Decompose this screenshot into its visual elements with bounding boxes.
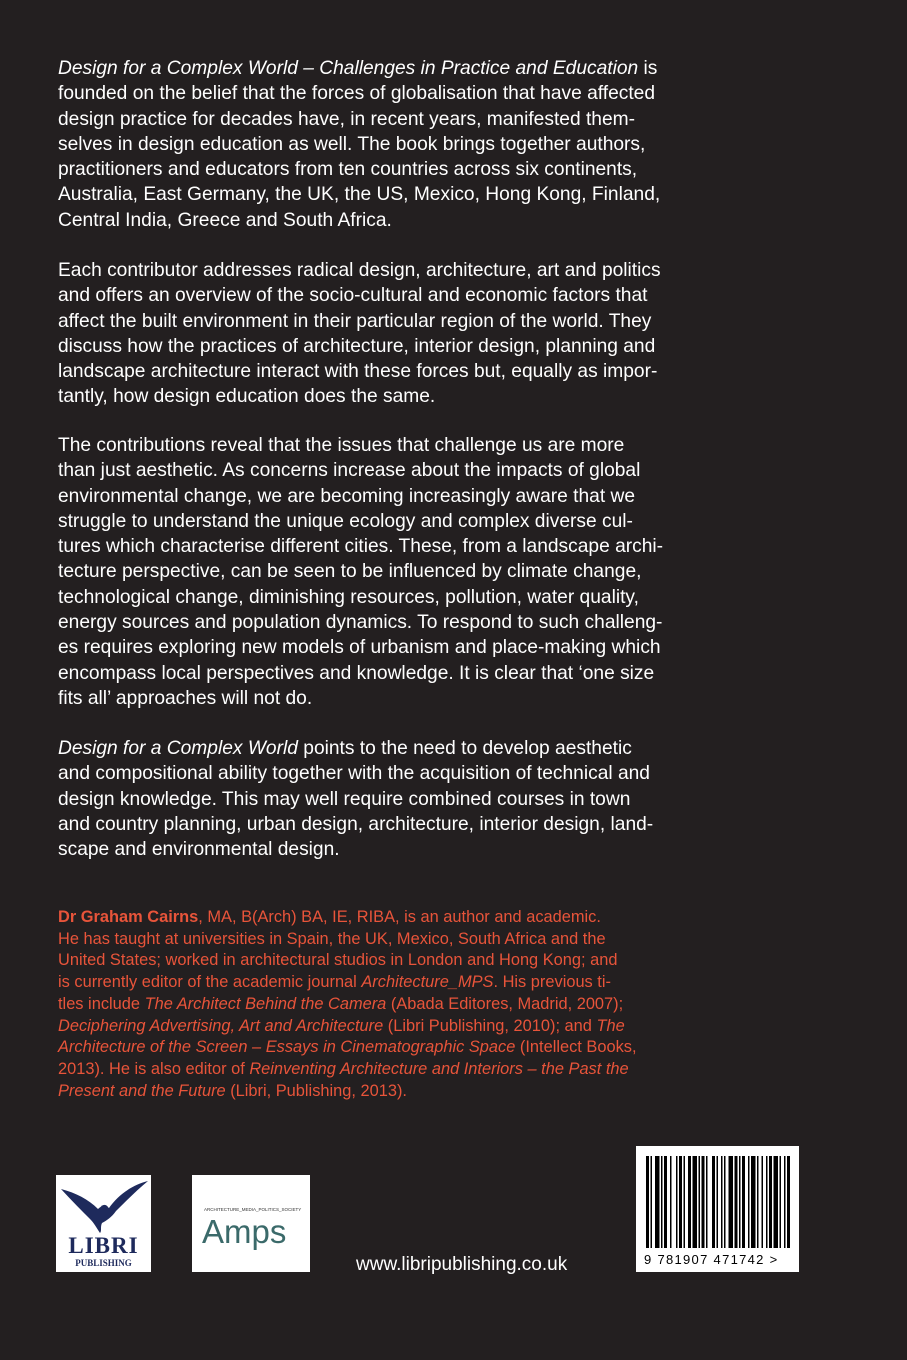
blurb-paragraph-1: [58, 56, 858, 233]
text-line: [58, 534, 858, 559]
author-name: Dr Graham Cairns: [58, 908, 199, 926]
libri-publishing-logo: [56, 1175, 151, 1272]
text-run: and country planning, urban design, architecture, interior design, land-: [58, 813, 654, 835]
barcode-bar: [688, 1156, 691, 1248]
text-run: tles include: [58, 994, 145, 1013]
libri-wordmark: LIBRI: [68, 1233, 139, 1258]
text-line: [58, 585, 858, 610]
barcode-bar: [774, 1156, 779, 1248]
text-line: [58, 1016, 858, 1038]
text-line: [58, 994, 858, 1016]
amps-wordmark: Amps: [202, 1213, 287, 1250]
text-run: United States; worked in architectural studios in London and Hong Kong; and: [58, 951, 618, 970]
text-run: Central India, Greece and South Africa.: [58, 209, 392, 231]
text-run: discuss how the practices of architecture, interior design, planning and: [58, 335, 656, 357]
author-bio: [58, 907, 858, 1102]
isbn-number: 9 781907 471742 >: [644, 1252, 779, 1267]
text-line: [58, 787, 858, 812]
blurb-paragraph-4: [58, 736, 858, 862]
italic-title: Present and the Future: [58, 1081, 226, 1100]
italic-title: Design for a Complex World: [58, 738, 298, 759]
text-run: is: [638, 58, 658, 79]
text-run: than just aesthetic. As concerns increase about the impacts of global: [58, 460, 641, 482]
text-run: technological change, diminishing resources, pollution, water quality,: [58, 586, 639, 608]
text-line: [58, 929, 858, 951]
italic-title: Architecture of the Screen – Essays in Cinematographic Space: [58, 1038, 516, 1057]
text-line: [58, 1081, 858, 1103]
text-line: [58, 950, 858, 972]
text-run: is currently editor of the academic journal: [58, 973, 362, 992]
blurb-paragraph-3: [58, 433, 858, 711]
text-run: fits all’ approaches will not do.: [58, 687, 313, 709]
text-run: affect the built environment in their particular region of the world. They: [58, 310, 652, 332]
text-line: [58, 610, 858, 635]
text-run: (Libri Publishing, 2010); and: [383, 1016, 597, 1035]
italic-title: Reinventing Architecture and Interiors – the Past the: [249, 1059, 629, 1078]
text-line: [58, 484, 858, 509]
text-run: landscape architecture interact with these forces but, equally as impor-: [58, 361, 658, 383]
text-run: tecture perspective, can be seen to be influenced by climate change,: [58, 561, 642, 583]
blurb-paragraph-2: [58, 258, 858, 410]
text-line: [58, 686, 858, 711]
text-line: [58, 433, 858, 458]
amps-logo: [192, 1175, 310, 1272]
text-line: [58, 283, 858, 308]
text-line: [58, 761, 858, 786]
barcode-bar: [787, 1156, 790, 1248]
text-line: [58, 208, 858, 233]
text-line: [58, 635, 858, 660]
barcode-bar: [766, 1156, 768, 1248]
text-line: [58, 972, 858, 994]
text-run: tantly, how design education does the same.: [58, 386, 436, 408]
barcode-bar: [655, 1156, 660, 1248]
italic-title: The Architect Behind the Camera: [144, 994, 387, 1013]
text-line: [58, 132, 858, 157]
text-run: The contributions reveal that the issues that challenge us are more: [58, 435, 625, 456]
barcode-bar: [712, 1156, 715, 1248]
barcode-bar: [784, 1156, 786, 1248]
text-run: , MA, B(Arch) BA, IE, RIBA, is an author and academic.: [198, 908, 601, 926]
text-line: [58, 157, 858, 182]
barcode-bar: [684, 1156, 686, 1248]
italic-title: Architecture_MPS: [361, 973, 494, 992]
text-run: practitioners and educators from ten countries across six continents,: [58, 159, 638, 181]
text-run: (Abada Editores, Madrid, 2007);: [386, 994, 624, 1013]
text-line: [58, 736, 858, 761]
barcode-bar: [757, 1156, 759, 1248]
barcode-bar: [721, 1156, 723, 1248]
barcode-bar: [664, 1156, 667, 1248]
barcode-bar: [780, 1156, 782, 1248]
barcode-bar: [651, 1156, 653, 1248]
text-line: [58, 661, 858, 686]
barcode-bar: [739, 1156, 741, 1248]
italic-title: Design for a Complex World – Challenges in Practice and Education: [58, 58, 639, 79]
text-line: [58, 107, 858, 132]
italic-title: Deciphering Advertising, Art and Architecture: [58, 1016, 384, 1035]
text-run: points to the need to develop aesthetic: [297, 738, 632, 759]
text-run: struggle to understand the unique ecology and complex diverse cul-: [58, 510, 633, 532]
barcode-bar: [735, 1156, 738, 1248]
text-line: [58, 334, 858, 359]
text-run: 2013). He is also editor of: [58, 1059, 250, 1078]
barcode-bar: [646, 1156, 649, 1248]
barcode-bar: [699, 1156, 701, 1248]
text-line: [58, 258, 858, 283]
text-run: encompass local perspectives and knowledge. It is clear that ‘one size: [58, 662, 655, 684]
text-line: [58, 56, 858, 81]
barcode-bars: [636, 1146, 799, 1250]
barcode-bar: [693, 1156, 698, 1248]
barcode-bar: [717, 1156, 719, 1248]
italic-title: The: [596, 1016, 625, 1035]
text-line: [58, 812, 858, 837]
text-line: [58, 384, 858, 409]
barcode-bar: [670, 1156, 672, 1248]
text-run: and compositional ability together with the acquisition of technical and: [58, 763, 650, 785]
barcode-bar: [676, 1156, 678, 1248]
barcode-bar: [748, 1156, 750, 1248]
barcode-bar: [702, 1156, 705, 1248]
barcode-bar: [724, 1156, 726, 1248]
barcode-bar: [769, 1156, 772, 1248]
text-line: [58, 1059, 858, 1081]
barcode-bar: [729, 1156, 734, 1248]
amps-tagline: ARCHITECTURE_MEDIA_POLITICS_SOCIETY: [204, 1207, 302, 1212]
text-line: [58, 837, 858, 862]
text-run: selves in design education as well. The book brings together authors,: [58, 133, 646, 155]
eagle-icon: [56, 1175, 151, 1235]
libri-subtitle: PUBLISHING: [75, 1258, 132, 1268]
barcode-bar: [742, 1156, 745, 1248]
text-line: [58, 1037, 858, 1059]
text-run: Each contributor addresses radical design, architecture, art and politics: [58, 260, 661, 281]
text-run: (Libri, Publishing, 2013).: [225, 1081, 407, 1100]
text-line: [58, 509, 858, 534]
text-run: es requires exploring new models of urbanism and place-making which: [58, 637, 661, 659]
barcode-bar: [751, 1156, 756, 1248]
text-run: and offers an overview of the socio-cultural and economic factors that: [58, 285, 648, 307]
text-line: [58, 182, 858, 207]
text-run: . His previous ti-: [493, 973, 611, 992]
text-line: [58, 907, 858, 929]
barcode-bar: [661, 1156, 663, 1248]
text-run: tures which characterise different cities. These, from a landscape archi-: [58, 536, 664, 558]
publisher-website: www.libripublishing.co.uk: [356, 1254, 568, 1275]
text-run: design practice for decades have, in recent years, manifested them-: [58, 108, 635, 130]
text-run: design knowledge. This may well require combined courses in town: [58, 788, 631, 810]
text-run: energy sources and population dynamics. To respond to such challeng-: [58, 612, 663, 634]
text-run: environmental change, we are becoming increasingly aware that we: [58, 485, 636, 507]
text-line: [58, 81, 858, 106]
text-run: (Intellect Books,: [515, 1038, 637, 1057]
text-line: [58, 458, 858, 483]
text-run: founded on the belief that the forces of globalisation that have affected: [58, 83, 656, 105]
barcode-bar: [706, 1156, 708, 1248]
barcode-bar: [762, 1156, 764, 1248]
text-line: [58, 359, 858, 384]
text-run: scape and environmental design.: [58, 839, 340, 861]
text-run: He has taught at universities in Spain, the UK, Mexico, South Africa and the: [58, 929, 606, 948]
barcode-bar: [679, 1156, 682, 1248]
isbn-barcode: [636, 1146, 799, 1272]
text-line: [58, 559, 858, 584]
text-line: [58, 309, 858, 334]
text-run: Australia, East Germany, the UK, the US, Mexico, Hong Kong, Finland,: [58, 184, 661, 206]
